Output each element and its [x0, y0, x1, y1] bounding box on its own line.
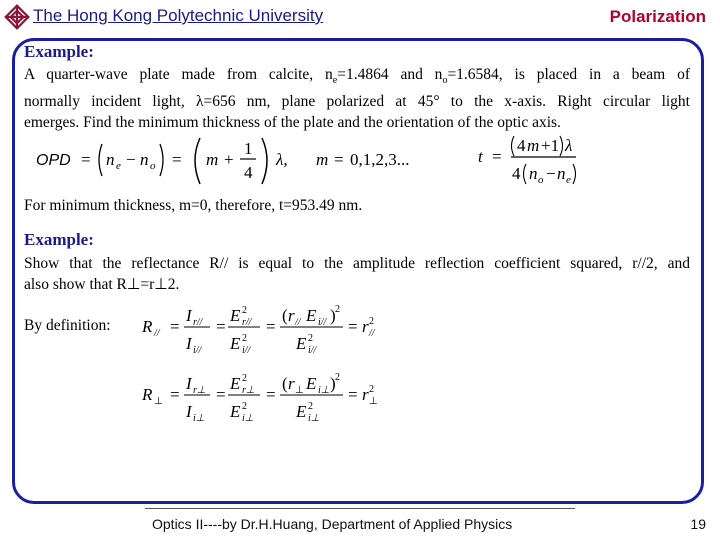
svg-text:i//: i// [242, 345, 251, 356]
svg-text:R: R [142, 317, 153, 336]
svg-text:I: I [186, 374, 192, 393]
svg-text:m: m [527, 136, 540, 155]
svg-text:⊥: ⊥ [369, 396, 378, 407]
svg-text:): ) [330, 374, 336, 393]
svg-text:i//: i// [193, 345, 202, 356]
example1-line2: normally incident light, λ=656 nm, plane polarized at 45° to the x-axis. Right circular light [24, 93, 690, 111]
svg-text:=: = [492, 147, 502, 166]
footer-credit: Optics II----by Dr.H.Huang, Department of Applied Physics [152, 516, 513, 532]
svg-text:2: 2 [242, 333, 247, 344]
svg-text://: // [369, 328, 375, 339]
university-title: The Hong Kong Polytechnic University [33, 6, 324, 25]
svg-text:2: 2 [308, 333, 313, 344]
footer-divider [145, 508, 575, 509]
svg-text:=: = [172, 150, 182, 169]
svg-text://: // [295, 317, 301, 328]
svg-text:=: = [348, 317, 358, 336]
example2-heading: Example: [24, 230, 94, 249]
svg-text:−: − [126, 150, 136, 169]
svg-text:2: 2 [242, 373, 247, 384]
svg-text:⊥: ⊥ [154, 396, 163, 407]
svg-text:=: = [334, 150, 344, 169]
svg-text:2: 2 [242, 401, 247, 412]
svg-text:n: n [140, 150, 149, 169]
svg-text:n: n [106, 150, 115, 169]
svg-text:2: 2 [335, 372, 340, 383]
svg-text:I: I [186, 334, 192, 353]
svg-text:=: = [216, 385, 226, 404]
svg-text:4: 4 [517, 136, 526, 155]
svg-text:λ,: λ, [276, 150, 288, 169]
svg-text:n: n [529, 164, 538, 183]
example1-line1: A quarter-wave plate made from calcite, $n_e=1.4864$ and $n_o=1.6584$, is placed in a beam of [24, 66, 690, 87]
svg-text:r: r [288, 306, 295, 325]
svg-text:E: E [230, 402, 241, 421]
svg-text:r⊥: r⊥ [193, 385, 206, 396]
formula-opd [32, 134, 412, 190]
svg-text:r//: r// [193, 317, 203, 328]
formula-thickness [474, 130, 584, 190]
svg-text:2: 2 [335, 304, 340, 315]
svg-text:2: 2 [308, 401, 313, 412]
svg-text:=: = [170, 385, 180, 404]
svg-text:+1: +1 [541, 136, 560, 155]
svg-text:⊥: ⊥ [295, 385, 304, 396]
svg-text:I: I [186, 306, 192, 325]
example1-result: For minimum thickness, m=0, therefore, t=953.49 nm. [24, 197, 363, 214]
svg-text:λ: λ [565, 136, 573, 155]
example1-heading: Example: [24, 42, 94, 61]
svg-text:m: m [206, 150, 219, 169]
svg-text:4: 4 [512, 164, 521, 183]
svg-text:−: − [546, 164, 556, 183]
svg-text:OPD: OPD [36, 152, 71, 169]
svg-text:(: ( [282, 374, 288, 393]
svg-text:E: E [230, 334, 241, 353]
svg-text:E: E [306, 306, 317, 325]
svg-text:E: E [296, 334, 307, 353]
svg-text:n: n [557, 164, 566, 183]
svg-text:r: r [288, 374, 295, 393]
svg-text://: // [154, 328, 160, 339]
example1-problem [24, 64, 690, 133]
svg-text:o: o [150, 160, 156, 172]
svg-text:E: E [230, 306, 241, 325]
svg-text:e: e [566, 174, 571, 186]
page-number: 19 [690, 516, 706, 532]
svg-text:2: 2 [369, 384, 374, 395]
formula-r-parallel [138, 300, 388, 360]
svg-text:+: + [224, 150, 234, 169]
svg-text:r⊥: r⊥ [242, 385, 255, 396]
svg-text:i//: i// [308, 345, 317, 356]
example2-problem [24, 253, 690, 295]
svg-text:m: m [316, 150, 329, 169]
svg-text:(: ( [282, 306, 288, 325]
formula-r-perpendicular [138, 368, 388, 428]
svg-text:i⊥: i⊥ [318, 385, 330, 396]
svg-text:i⊥: i⊥ [242, 413, 254, 424]
definition-label: By definition: [24, 317, 111, 334]
example1-line3: emerges. Find the minimum thickness of the plate and the orientation of the optic axis. [24, 114, 561, 132]
svg-text:i⊥: i⊥ [308, 413, 320, 424]
svg-text:E: E [230, 374, 241, 393]
svg-text:R: R [142, 385, 153, 404]
slide-topic: Polarization [609, 7, 706, 26]
svg-text:E: E [306, 374, 317, 393]
example2-line1: Show that the reflectance R// is equal to the amplitude reflection coefficient squared, r//2, and [24, 255, 690, 272]
svg-text:4: 4 [244, 163, 253, 182]
example2-line2: also show that R⊥=r⊥2. [24, 276, 180, 293]
svg-text:): ) [330, 306, 336, 325]
svg-text:2: 2 [369, 316, 374, 327]
svg-text:=: = [266, 385, 276, 404]
svg-text:2: 2 [242, 305, 247, 316]
svg-text:r//: r// [242, 317, 252, 328]
svg-text:e: e [116, 160, 121, 172]
svg-text:=: = [266, 317, 276, 336]
svg-text:r: r [362, 317, 369, 336]
svg-text:i⊥: i⊥ [193, 413, 205, 424]
svg-text:i//: i// [318, 317, 327, 328]
svg-text:t: t [478, 147, 483, 166]
svg-text:=: = [170, 317, 180, 336]
svg-text:I: I [186, 402, 192, 421]
svg-text:1: 1 [244, 139, 253, 158]
svg-text:0,1,2,3...: 0,1,2,3... [350, 150, 410, 169]
svg-text:=: = [216, 317, 226, 336]
svg-text:r: r [362, 385, 369, 404]
svg-text:o: o [538, 174, 544, 186]
svg-text:=: = [348, 385, 358, 404]
svg-text:E: E [296, 402, 307, 421]
polyu-logo-icon [2, 2, 32, 32]
svg-text:=: = [81, 150, 91, 169]
